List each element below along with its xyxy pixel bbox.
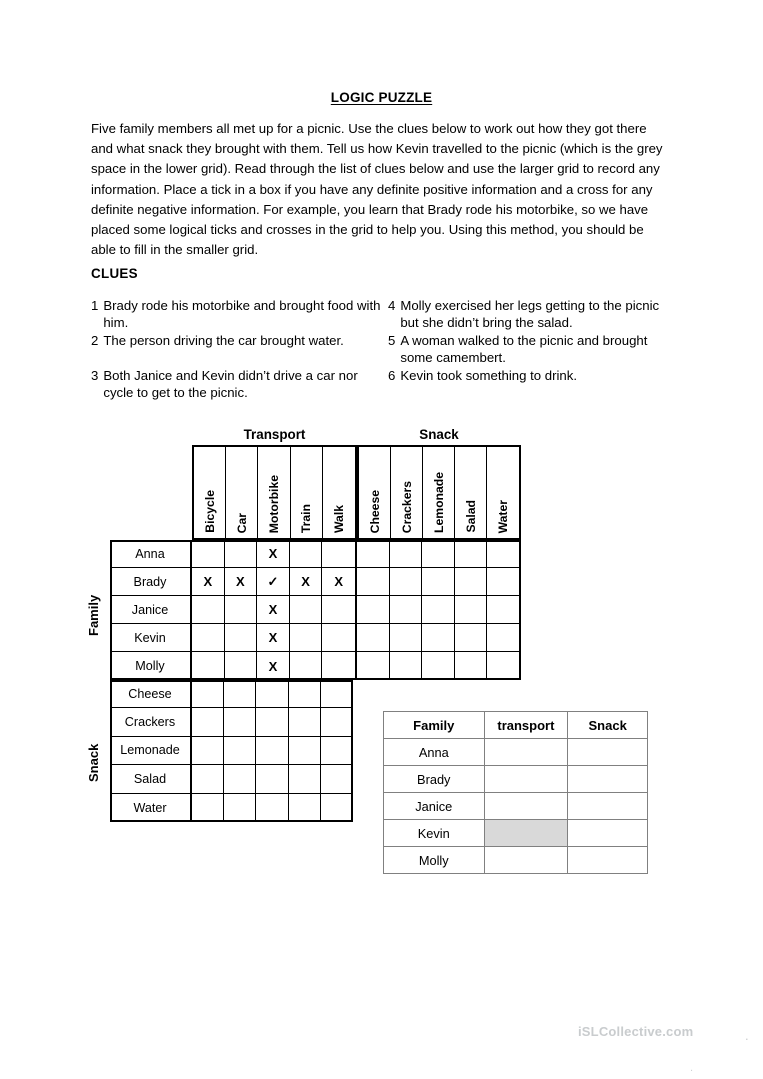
- table-row: [110, 737, 353, 765]
- transport-cell-group: [192, 680, 353, 708]
- grid-cell[interactable]: X: [257, 624, 290, 652]
- answer-table-body: [384, 739, 648, 874]
- table-row: [110, 596, 521, 624]
- side-caption-snack: Snack: [86, 743, 101, 783]
- grid-cell[interactable]: [256, 794, 288, 822]
- answer-header-snack: Snack: [568, 712, 648, 739]
- answer-cell-snack[interactable]: [568, 847, 648, 874]
- transport-cell-group: [192, 596, 357, 624]
- grid-cell[interactable]: [455, 540, 488, 568]
- grid-cell[interactable]: [224, 794, 256, 822]
- grid-cell[interactable]: [357, 568, 390, 596]
- transport-cell-group: [192, 652, 357, 680]
- clues-heading: CLUES: [91, 266, 138, 281]
- grid-cell[interactable]: [487, 540, 520, 568]
- transport-cell-group: [192, 540, 357, 568]
- grid-cell[interactable]: [192, 680, 224, 708]
- grid-cell[interactable]: X: [290, 568, 323, 596]
- grid-cell[interactable]: [455, 652, 488, 680]
- grid-cell[interactable]: [422, 652, 455, 680]
- column-header-walk: [323, 447, 355, 538]
- answer-table-row: [384, 739, 648, 766]
- side-caption-family: Family: [86, 594, 101, 636]
- column-header-label: Lemonade: [431, 472, 446, 533]
- grid-cell[interactable]: [357, 596, 390, 624]
- grid-header-row: [192, 445, 521, 540]
- grid-cell[interactable]: [422, 568, 455, 596]
- grid-cell[interactable]: [390, 568, 423, 596]
- table-row: [110, 794, 353, 822]
- clue-text: Brady rode his motorbike and brought food with him.: [103, 298, 381, 331]
- grid-cell[interactable]: [289, 737, 321, 765]
- grid-cell[interactable]: [390, 624, 423, 652]
- grid-cell[interactable]: X: [225, 568, 258, 596]
- clue-number: 3: [91, 367, 99, 383]
- grid-cell[interactable]: X: [192, 568, 225, 596]
- grid-header-transport-block: [192, 445, 357, 540]
- grid-cell[interactable]: [322, 652, 355, 680]
- grid-cell[interactable]: [192, 765, 224, 793]
- grid-cell[interactable]: [321, 794, 353, 822]
- answer-cell-name: Molly: [384, 847, 485, 874]
- snack-cell-group: [357, 596, 521, 624]
- clue-number: 1: [91, 298, 99, 313]
- transport-cell-group: [192, 624, 357, 652]
- grid-cell[interactable]: [455, 624, 488, 652]
- row-label-crackers: Crackers: [110, 708, 192, 736]
- row-label-janice: Janice: [110, 596, 192, 624]
- clue-number: 2: [91, 332, 99, 348]
- transport-cell-group: [192, 794, 353, 822]
- grid-cell[interactable]: X: [257, 652, 290, 680]
- answer-cell-transport[interactable]: [484, 766, 568, 793]
- grid-cell[interactable]: X: [257, 596, 290, 624]
- answer-cell-transport[interactable]: [484, 847, 568, 874]
- grid-cell[interactable]: [192, 540, 225, 568]
- answer-cell-snack[interactable]: [568, 766, 648, 793]
- column-header-label: Motorbike: [267, 474, 281, 533]
- column-header-water: [487, 447, 519, 538]
- grid-cell[interactable]: [256, 708, 288, 736]
- puzzle-grid: [131, 445, 521, 680]
- clue-item: [91, 297, 381, 332]
- page-title-text: LOGIC PUZZLE: [330, 90, 433, 105]
- grid-cell[interactable]: [224, 680, 256, 708]
- table-row: [110, 568, 521, 596]
- grid-cell[interactable]: [390, 540, 423, 568]
- column-header-bicycle: [194, 447, 226, 538]
- grid-cell[interactable]: X: [257, 540, 290, 568]
- clue-item: [91, 332, 381, 349]
- grid-cell[interactable]: [321, 737, 353, 765]
- grid-cell[interactable]: [487, 596, 520, 624]
- table-row: [110, 652, 521, 680]
- grid-cell[interactable]: [455, 568, 488, 596]
- grid-cell[interactable]: [321, 708, 353, 736]
- grid-cell[interactable]: [289, 708, 321, 736]
- row-label-anna: Anna: [110, 540, 192, 568]
- grid-cell[interactable]: [256, 680, 288, 708]
- column-header-label: Car: [234, 512, 249, 533]
- grid-cell[interactable]: [487, 624, 520, 652]
- watermark-dot: .: [745, 1028, 749, 1043]
- grid-cell[interactable]: X: [322, 568, 355, 596]
- grid-cell[interactable]: [192, 794, 224, 822]
- clue-text: Both Janice and Kevin didn’t drive a car nor cycle to get to the picnic.: [103, 367, 358, 401]
- grid-cell[interactable]: [322, 540, 355, 568]
- answer-cell-snack[interactable]: [568, 739, 648, 766]
- clue-item: [388, 332, 678, 367]
- row-label-salad: Salad: [110, 765, 192, 793]
- corner-dot: .: [690, 1062, 694, 1074]
- grid-cell[interactable]: [290, 652, 323, 680]
- answer-cell-transport[interactable]: [484, 793, 568, 820]
- grid-cell[interactable]: [225, 624, 258, 652]
- column-header-label: Cheese: [367, 489, 382, 533]
- snack-rows-body: [110, 680, 353, 822]
- row-label-lemonade: Lemonade: [110, 737, 192, 765]
- row-label-brady: Brady: [110, 568, 192, 596]
- clue-text: A woman walked to the picnic and brought some camembert.: [400, 332, 648, 366]
- column-header-label: Salad: [463, 500, 478, 533]
- clue-text: The person driving the car brought water.: [103, 332, 344, 348]
- clues-column-right: [388, 297, 678, 384]
- grid-cell[interactable]: [422, 624, 455, 652]
- answer-table-row: [384, 847, 648, 874]
- answer-cell-name: Janice: [384, 793, 485, 820]
- answer-cell-snack[interactable]: [568, 820, 648, 847]
- group-caption-snack: Snack: [419, 427, 459, 442]
- column-header-label: Bicycle: [202, 490, 217, 533]
- grid-cell[interactable]: [225, 596, 258, 624]
- grid-cell[interactable]: [390, 596, 423, 624]
- grid-cell[interactable]: [192, 652, 225, 680]
- grid-cell[interactable]: [256, 737, 288, 765]
- clues-column-left: [91, 297, 381, 401]
- answer-cell-transport[interactable]: [484, 739, 568, 766]
- column-header-salad: [455, 447, 487, 538]
- clue-number: 6: [388, 367, 396, 383]
- snack-cell-group: [357, 652, 521, 680]
- grid-cell[interactable]: [321, 680, 353, 708]
- grid-cell[interactable]: [289, 765, 321, 793]
- grid-cell[interactable]: ✓: [257, 568, 290, 596]
- column-header-label: Walk: [331, 505, 346, 533]
- grid-cell[interactable]: [224, 765, 256, 793]
- answer-table-row: [384, 766, 648, 793]
- answer-header-transport: transport: [484, 712, 568, 739]
- table-row: [110, 624, 521, 652]
- answer-table-row: [384, 793, 648, 820]
- intro-paragraph: Five family members all met up for a picnic. Use the clues below to work out how they got there and what snack they brought with them. Tell us how Kevin travelled to the picnic (which is the grey space in the lower grid). Read through the list of clues below and use the larger grid to record any information. Place a tick in a box if you have any definite positive information and a cross for any definite negative information. For example, you learn that Brady rode his motorbike, so we have placed some logical ticks and crosses in the grid to help you. Using this method, you should be able to fill in the smaller grid.: [91, 121, 663, 258]
- clue-text: Kevin took something to drink.: [400, 367, 578, 383]
- grid-cell[interactable]: [224, 708, 256, 736]
- page-title: [0, 90, 763, 105]
- grid-cell[interactable]: [192, 624, 225, 652]
- grid-cell[interactable]: [290, 596, 323, 624]
- grid-cell[interactable]: [192, 737, 224, 765]
- column-header-train: [291, 447, 323, 538]
- grid-cell[interactable]: [289, 680, 321, 708]
- clue-item: [91, 367, 381, 402]
- snack-cell-group: [357, 624, 521, 652]
- family-rows-body: [110, 540, 521, 680]
- answer-table-row: [384, 820, 648, 847]
- grid-cell[interactable]: [290, 624, 323, 652]
- clue-number: 4: [388, 298, 396, 313]
- grid-cell[interactable]: [357, 540, 390, 568]
- answer-table-header-row: [384, 712, 648, 739]
- grid-cell[interactable]: [224, 737, 256, 765]
- grid-cell[interactable]: [192, 708, 224, 736]
- grid-cell[interactable]: [390, 652, 423, 680]
- grid-cell[interactable]: [290, 540, 323, 568]
- answer-cell-name: Kevin: [384, 820, 485, 847]
- table-row: [110, 708, 353, 736]
- answer-table: [383, 711, 648, 874]
- grid-cell[interactable]: [192, 596, 225, 624]
- row-label-water: Water: [110, 794, 192, 822]
- grid-cell[interactable]: [322, 596, 355, 624]
- answer-cell-transport-highlighted[interactable]: [484, 820, 568, 847]
- row-label-cheese: Cheese: [110, 680, 192, 708]
- column-header-motorbike: [258, 447, 290, 538]
- snack-cell-group: [357, 540, 521, 568]
- transport-cell-group: [192, 737, 353, 765]
- grid-cell[interactable]: [487, 652, 520, 680]
- snack-cell-group: [357, 568, 521, 596]
- column-header-lemonade: [423, 447, 455, 538]
- watermark: iSLCollective.com: [578, 1024, 694, 1039]
- grid-cell[interactable]: [422, 540, 455, 568]
- grid-cell[interactable]: [225, 540, 258, 568]
- grid-cell[interactable]: [322, 624, 355, 652]
- clue-text: Molly exercised her legs getting to the picnic but she didn’t bring the salad.: [400, 298, 660, 331]
- row-label-kevin: Kevin: [110, 624, 192, 652]
- transport-cell-group: [192, 708, 353, 736]
- row-label-molly: Molly: [110, 652, 192, 680]
- table-row: [110, 765, 353, 793]
- answer-cell-name: Anna: [384, 739, 485, 766]
- grid-cell[interactable]: [289, 794, 321, 822]
- column-header-label: Train: [299, 503, 314, 533]
- column-header-label: Crackers: [399, 480, 414, 533]
- grid-cell[interactable]: [422, 596, 455, 624]
- column-header-crackers: [391, 447, 423, 538]
- clue-item: [388, 297, 678, 332]
- grid-cell[interactable]: [225, 652, 258, 680]
- grid-cell[interactable]: [357, 652, 390, 680]
- answer-cell-snack[interactable]: [568, 793, 648, 820]
- grid-cell[interactable]: [321, 765, 353, 793]
- column-header-car: [226, 447, 258, 538]
- grid-header-snack-block: [357, 445, 521, 540]
- answer-header-family: Family: [384, 712, 485, 739]
- column-header-label: Water: [495, 499, 510, 533]
- table-row: [110, 680, 353, 708]
- grid-cell[interactable]: [455, 596, 488, 624]
- grid-cell[interactable]: [487, 568, 520, 596]
- column-header-cheese: [359, 447, 391, 538]
- transport-cell-group: [192, 765, 353, 793]
- transport-cell-group: [192, 568, 357, 596]
- grid-cell[interactable]: [256, 765, 288, 793]
- clue-item: [388, 367, 678, 384]
- answer-cell-name: Brady: [384, 766, 485, 793]
- grid-cell[interactable]: [357, 624, 390, 652]
- table-row: [110, 540, 521, 568]
- clue-number: 5: [388, 332, 396, 348]
- group-caption-transport: Transport: [243, 427, 306, 442]
